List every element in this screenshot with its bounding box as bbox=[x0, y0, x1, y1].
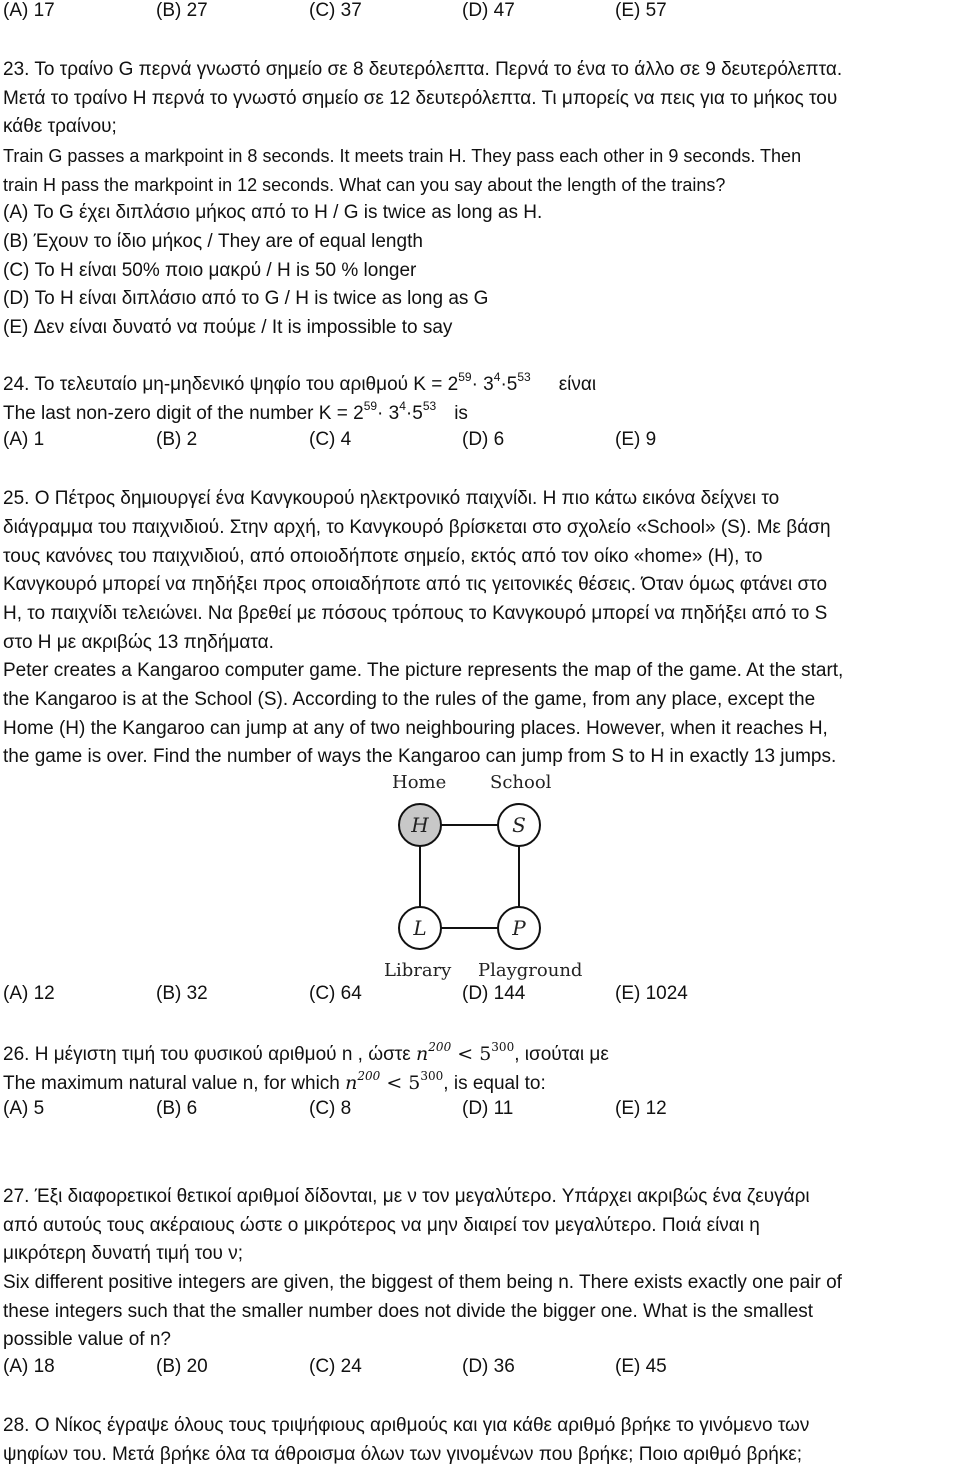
q25-line-4: Κανγκουρό μπορεί να πηδήξει προς οποιαδήποτε από τις γειτονικές θέσεις. Όταν όμως φτάνει στο bbox=[3, 574, 828, 595]
q24-base-5-en: ·5 bbox=[405, 403, 423, 424]
q26-english-line bbox=[3, 1070, 546, 1097]
q26-english-suffix: , is equal to: bbox=[443, 1073, 546, 1094]
q28-line-2: ψηφίων του. Μετά βρήκε όλα τα άθροισμα όλων των γινομένων που βρήκε; Ποιο αριθμό βρήκε; bbox=[3, 1444, 803, 1465]
q27-line-2: από αυτούς τους ακέραιους ώστε ο μικρότερος να μην διαιρεί τον μεγαλύτερο. Ποιά είναι η bbox=[3, 1215, 760, 1236]
q27-line-3: μικρότερη δυνατή τιμή του ν; bbox=[3, 1243, 243, 1264]
label-home: Home bbox=[392, 772, 447, 793]
q25-option-b: (B) 32 bbox=[156, 983, 208, 1004]
q27-line-4: Six different positive integers are given, the biggest of them being n. There exists exactly one pair of bbox=[3, 1272, 842, 1293]
q26-option-d: (D) 11 bbox=[462, 1098, 514, 1119]
q25-line-3: τους κανόνες του παιχνιδιού, από οποιοδήποτε σημείο, εκτός από τον οίκο «home» (H), το bbox=[3, 546, 763, 567]
q27-option-d: (D) 36 bbox=[462, 1356, 515, 1377]
q26-inequality bbox=[416, 1040, 515, 1065]
q24-option-c: (C) 4 bbox=[309, 429, 352, 450]
q26-exp-200-en: 200 bbox=[357, 1069, 381, 1083]
q24-exp-53: 53 bbox=[517, 370, 531, 384]
q26-option-b: (B) 6 bbox=[156, 1098, 198, 1119]
game-map-diagram bbox=[380, 768, 590, 986]
q22-options bbox=[3, 0, 953, 26]
label-library: Library bbox=[384, 960, 452, 981]
q26-options bbox=[3, 1098, 953, 1124]
q27-option-c: (C) 24 bbox=[309, 1356, 362, 1377]
q24-greek-suffix: είναι bbox=[558, 374, 597, 395]
q25-option-a: (A) 12 bbox=[3, 983, 55, 1004]
q26-rel: < 5 bbox=[451, 1043, 492, 1065]
q25-line-1: 25. Ο Πέτρος δημιουργεί ένα Κανγκουρού ηλεκτρονικό παιχνίδι. Η πιο κάτω εικόνα δείχνει το bbox=[3, 488, 780, 509]
q26-exp-300: 300 bbox=[491, 1040, 515, 1054]
node-label-s: S bbox=[512, 813, 526, 837]
q27-options bbox=[3, 1356, 953, 1382]
q24-greek-prefix: 24. Το τελευταίο μη-μηδενικό ψηφίο του αριθμού K = 2 bbox=[3, 374, 459, 395]
q24-english-prefix: The last non-zero digit of the number K = 2 bbox=[3, 403, 364, 424]
q26-greek-suffix: , ισούται με bbox=[514, 1044, 609, 1065]
q26-greek-prefix: 26. Η μέγιστη τιμή του φυσικού αριθμού n , ώστε bbox=[3, 1044, 417, 1065]
q24-exp-4: 4 bbox=[493, 370, 501, 384]
q22-option-e: (E) 57 bbox=[615, 0, 667, 21]
q23-option-a: (A) Το G έχει διπλάσιο μήκος από το H / G is twice as long as H. bbox=[3, 202, 543, 223]
label-school: School bbox=[490, 772, 552, 793]
q23-option-b: (B) Έχουν το ίδιο μήκος / They are of equal length bbox=[3, 231, 423, 252]
q27-option-a: (A) 18 bbox=[3, 1356, 55, 1377]
q24-greek-line bbox=[3, 372, 596, 398]
q25-line-10: the game is over. Find the number of ways the Kangaroo can jump from S to H in exactly 13 jumps. bbox=[3, 746, 837, 767]
q24-base-5: ·5 bbox=[500, 374, 518, 395]
q24-option-e: (E) 9 bbox=[615, 429, 657, 450]
q24-exp-59-en: 59 bbox=[363, 399, 378, 413]
q22-option-a: (A) 17 bbox=[3, 0, 55, 21]
q22-option-b: (B) 27 bbox=[156, 0, 208, 21]
q25-options bbox=[3, 983, 953, 1009]
q24-base-3: 3 bbox=[477, 374, 494, 395]
q24-dot-en: · bbox=[377, 403, 384, 424]
label-playground: Playground bbox=[478, 960, 583, 981]
q24-options bbox=[3, 429, 953, 455]
node-label-l: L bbox=[413, 916, 427, 940]
q24-english-suffix: is bbox=[454, 403, 468, 424]
q27-option-e: (E) 45 bbox=[615, 1356, 667, 1377]
q26-english-prefix: The maximum natural value n, for which bbox=[3, 1073, 346, 1094]
q23-option-c: (C) Το H είναι 50% ποιο μακρύ / H is 50 % longer bbox=[3, 260, 417, 281]
q26-exp-200: 200 bbox=[428, 1040, 452, 1054]
node-label-p: P bbox=[512, 916, 526, 940]
q25-line-2: διάγραμμα του παιχνιδιού. Στην αρχή, το Κανγκουρό βρίσκεται στο σχολείο «School» (S). Με βάση bbox=[3, 517, 831, 538]
q24-option-d: (D) 6 bbox=[462, 429, 505, 450]
q23-line-2: Μετά το τραίνο Η περνά το γνωστό σημείο σε 12 δευτερόλεπτα. Τι μπορείς να πεις για το μήκος του bbox=[3, 88, 838, 109]
q23-line-5: train H pass the markpoint in 12 seconds. What can you say about the length of the trains? bbox=[3, 175, 726, 195]
q26-var-n-en: n bbox=[345, 1072, 358, 1094]
q26-greek-line bbox=[3, 1041, 609, 1068]
q23-line-4: Train G passes a markpoint in 8 seconds. It meets train H. They pass each other in 9 seconds. Then bbox=[3, 146, 802, 166]
q24-base-3-en: 3 bbox=[383, 403, 400, 424]
q27-line-6: possible value of n? bbox=[3, 1329, 171, 1350]
q26-option-c: (C) 8 bbox=[309, 1098, 352, 1119]
q23-line-1: 23. Το τραίνο G περνά γνωστό σημείο σε 8 δευτερόλεπτα. Περνά το ένα το άλλο σε 9 δευτερόλεπτα. bbox=[3, 59, 843, 80]
q22-option-d: (D) 47 bbox=[462, 0, 515, 21]
q27-line-1: 27. Έξι διαφορετικοί θετικοί αριθμοί δίδονται, με ν τον μεγαλύτερο. Υπάρχει ακριβώς ένα ζευγάρι bbox=[3, 1186, 810, 1207]
q22-option-c: (C) 37 bbox=[309, 0, 362, 21]
q26-option-e: (E) 12 bbox=[615, 1098, 667, 1119]
q26-rel-en: < 5 bbox=[380, 1072, 421, 1094]
q25-line-6: στο H με ακριβώς 13 πηδήματα. bbox=[3, 632, 274, 653]
q24-option-a: (A) 1 bbox=[3, 429, 45, 450]
q25-option-e: (E) 1024 bbox=[615, 983, 688, 1004]
q27-option-b: (B) 20 bbox=[156, 1356, 208, 1377]
q23-line-3: κάθε τραίνου; bbox=[3, 116, 117, 137]
q25-line-7: Peter creates a Kangaroo computer game. The picture represents the map of the game. At the start, bbox=[3, 660, 844, 681]
q26-option-a: (A) 5 bbox=[3, 1098, 45, 1119]
q23-option-d: (D) Το H είναι διπλάσιο από το G / H is twice as long as G bbox=[3, 288, 489, 309]
q26-exp-300-en: 300 bbox=[420, 1069, 444, 1083]
q28-line-1: 28. Ο Νίκος έγραψε όλους τους τριψήφιους αριθμούς και για κάθε αριθμό βρήκε το γινόμενο των bbox=[3, 1415, 810, 1436]
q24-dot: · bbox=[471, 374, 478, 395]
q27-line-5: these integers such that the smaller number does not divide the bigger one. What is the smallest bbox=[3, 1301, 814, 1322]
q25-line-5: H, το παιχνίδι τελειώνει. Να βρεθεί με πόσους τρόπους το Κανγκουρό μπορεί να πηδήξει από το S bbox=[3, 603, 828, 624]
q25-line-8: the Kangaroo is at the School (S). According to the rules of the game, from any place, except the bbox=[3, 689, 816, 710]
q25-line-9: Home (H) the Kangaroo can jump at any of two neighbouring places. However, when it reaches H, bbox=[3, 718, 828, 739]
q24-exp-53-en: 53 bbox=[422, 399, 437, 413]
q25-option-d: (D) 144 bbox=[462, 983, 526, 1004]
node-label-h: H bbox=[411, 813, 429, 837]
q24-exp-59: 59 bbox=[458, 370, 472, 384]
q25-option-c: (C) 64 bbox=[309, 983, 362, 1004]
q23-option-e: (E) Δεν είναι δυνατό να πούμε / It is impossible to say bbox=[3, 317, 453, 338]
q24-exp-4-en: 4 bbox=[399, 399, 406, 413]
q24-english-line bbox=[3, 401, 468, 427]
q26-var-n: n bbox=[416, 1043, 429, 1065]
q26-inequality-en bbox=[345, 1069, 444, 1094]
q24-option-b: (B) 2 bbox=[156, 429, 198, 450]
